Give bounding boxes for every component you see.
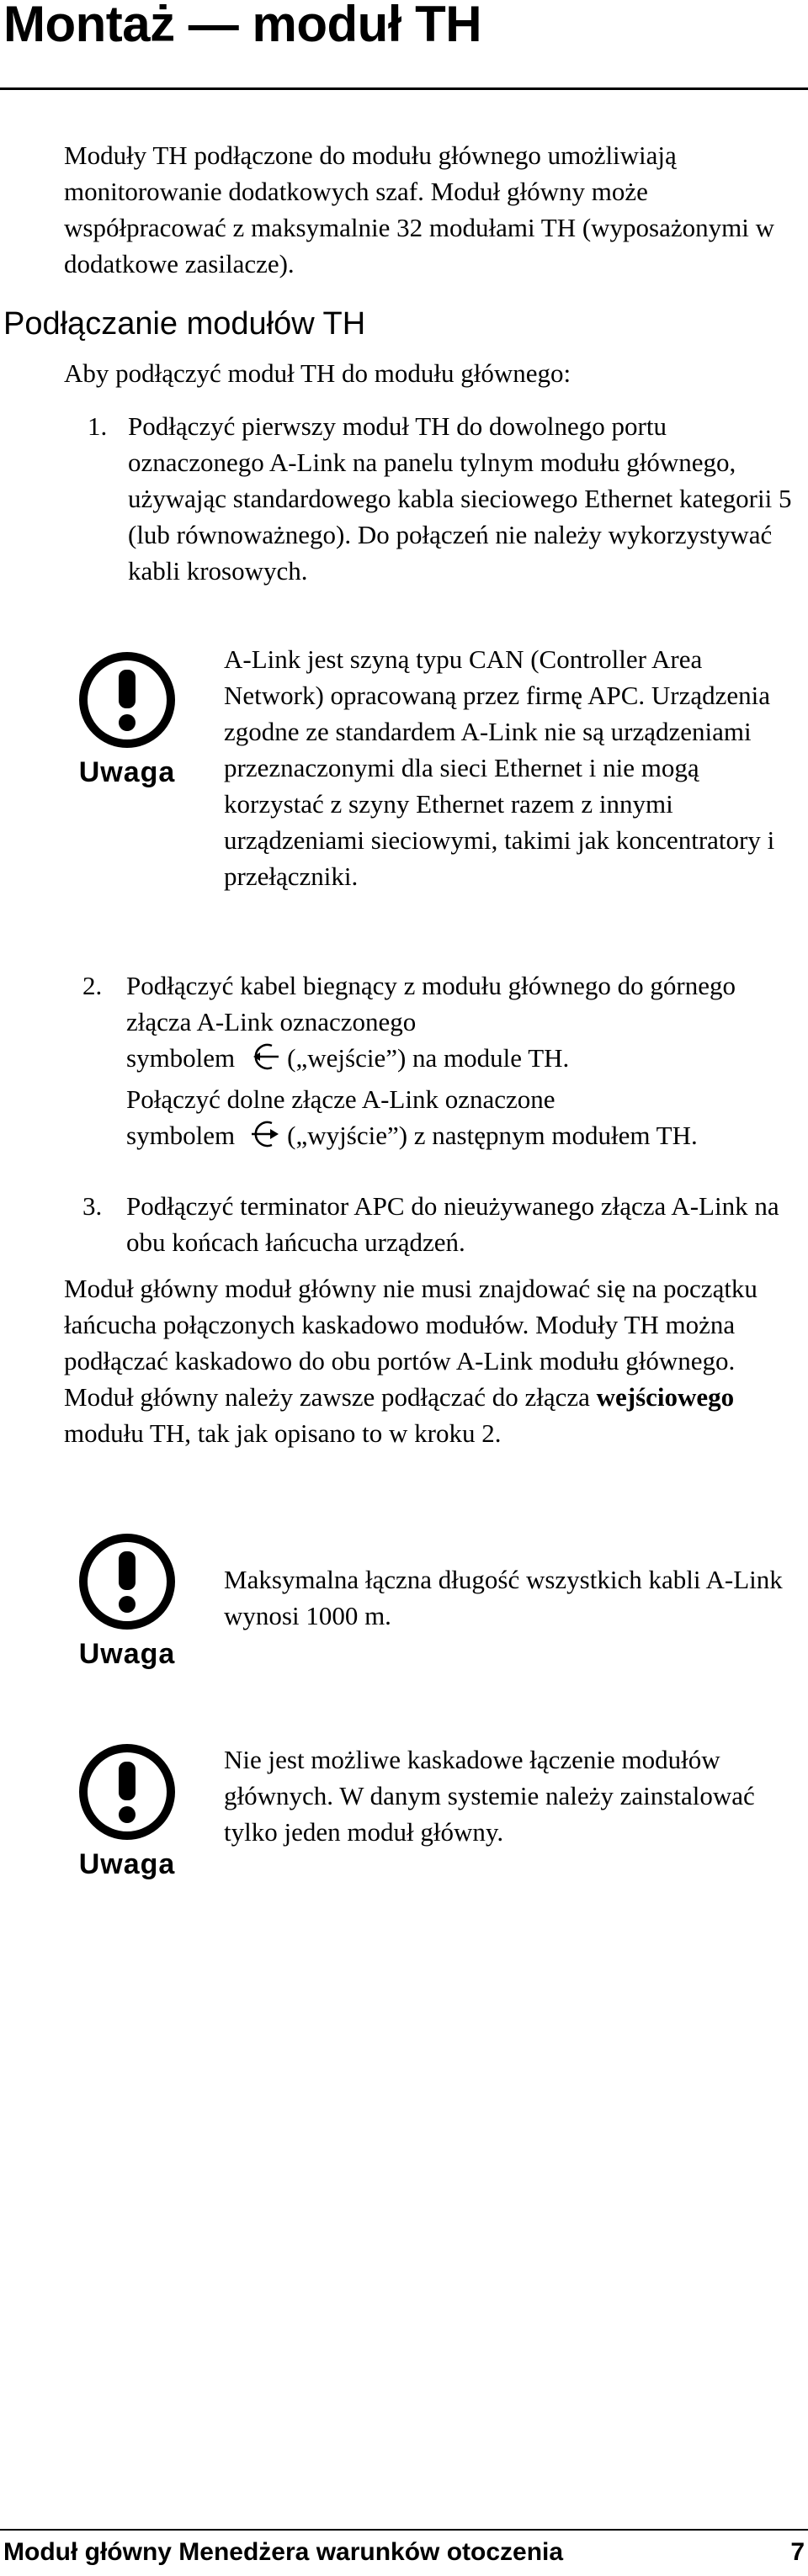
step-number: 1.: [88, 411, 108, 441]
note-text: Nie jest możliwe kaskadowe łączenie modułów głównych. W danym systemie należy zainstalować tylko jeden moduł główny.: [224, 1745, 755, 1847]
step-number: 2.: [82, 971, 103, 1000]
page-number: 7: [790, 2538, 805, 2566]
page-title: Montaż — moduł TH: [3, 0, 482, 52]
input-arrow-icon: [247, 1042, 280, 1081]
note-badge: [72, 1529, 182, 1681]
exclamation-icon: [72, 1529, 182, 1634]
symbol-caption: („wyjście”) z następnym modułem TH.: [287, 1121, 698, 1150]
step-line: Podłączyć kabel biegnący z modułu głównego do górnego złącza A-Link oznaczonego: [126, 971, 736, 1036]
note-label: Uwaga: [78, 1638, 176, 1670]
paragraph-text: Moduł główny moduł główny nie musi znajdować się na początku łańcucha połączonych kaskadowo modułów. Moduły TH można podłączać kaskadowo do obu portów A-Link modułu głównego. Moduł główny należy zawsze podłączać do złącza: [64, 1274, 758, 1412]
exclamation-icon: [72, 1740, 182, 1844]
note-badge: [72, 648, 182, 799]
note-label: Uwaga: [78, 1848, 176, 1880]
step-text: Podłączyć pierwszy moduł TH do dowolnego portu oznaczonego A-Link na panelu tylnym modułu głównego, używając standardowego kabla sieciowego Ethernet kategorii 5 (lub równoważnego). Do połączeń nie należy wykorzystywać kabli krosowych.: [128, 411, 792, 586]
note-text: A-Link jest szyną typu CAN (Controller Area Network) opracowaną przez firmę APC. Urządzenia zgodne ze standardem A-Link nie są urządzeniami przeznaczonymi dla sieci Ethernet i nie mogą korzystać z szyny Ethernet razem z innymi urządzeniami sieciowymi, takimi jak koncentratory i przełączniki.: [224, 644, 775, 891]
step-text: Podłączyć terminator APC do nieużywanego złącza A-Link na obu końcach łańcucha urządzeń.: [126, 1191, 779, 1257]
output-arrow-icon: [247, 1119, 280, 1158]
symbol-word: symbolem: [126, 1121, 236, 1150]
step-line: [126, 1040, 800, 1081]
section-lead: Aby podłączyć moduł TH do modułu głównego:: [64, 358, 571, 388]
footer-divider: [0, 2529, 808, 2531]
symbol-word: symbolem: [126, 1043, 236, 1073]
section-heading: Podłączanie modułów TH: [3, 306, 366, 342]
cascade-paragraph: [64, 1270, 805, 1451]
emphasis-text: wejściowego: [596, 1382, 735, 1412]
step-line: [126, 1117, 800, 1158]
footer-title: Moduł główny Menedżera warunków otoczenia: [3, 2538, 564, 2566]
note-badge: [72, 1740, 182, 1891]
step-number: 3.: [82, 1191, 103, 1221]
exclamation-icon: [72, 648, 182, 752]
step-line: Połączyć dolne złącze A-Link oznaczone: [126, 1084, 556, 1114]
note-text: Maksymalna łączna długość wszystkich kabli A-Link wynosi 1000 m.: [224, 1565, 783, 1630]
symbol-caption: („wejście”) na module TH.: [287, 1043, 570, 1073]
header-divider: [0, 87, 808, 90]
note-label: Uwaga: [78, 756, 176, 788]
paragraph-text: modułu TH, tak jak opisano to w kroku 2.: [64, 1418, 502, 1448]
intro-paragraph: Moduły TH podłączone do modułu głównego umożliwiają monitorowanie dodatkowych szaf. Moduł główny może współpracować z maksymalnie 32 modułami TH (wyposażonymi w dodatkowe zasilacze).: [64, 140, 774, 278]
step-text: [126, 967, 800, 1158]
